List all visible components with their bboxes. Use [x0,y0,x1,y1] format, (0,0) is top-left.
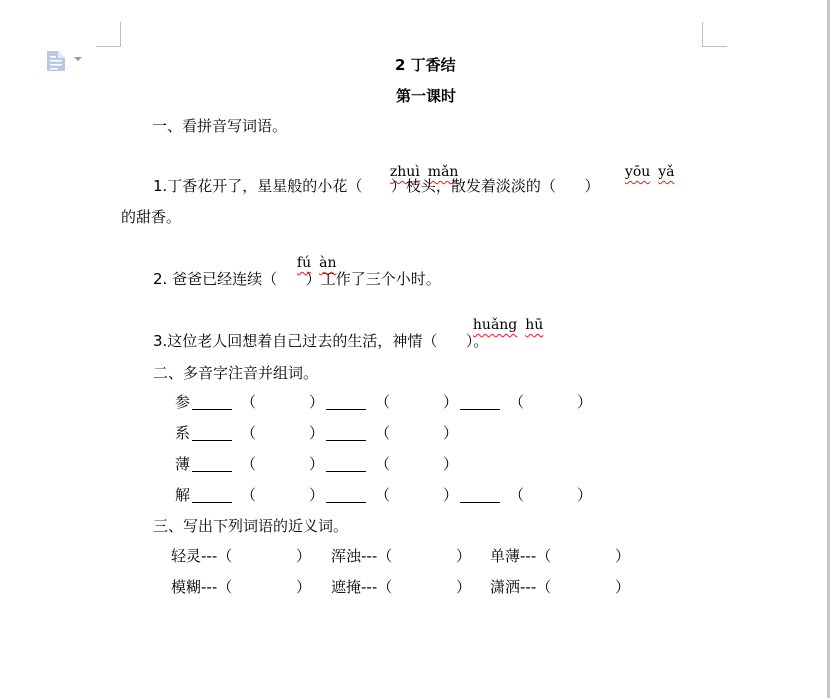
pinyin-huang-hu [464,304,551,332]
pinyin-syllable: yōu [624,164,651,180]
word-blank[interactable] [460,395,500,410]
pinyin-syllable: zhuì [389,164,420,180]
section2-heading: 二、多音字注音并组词。 [153,364,319,382]
question-3: 3.这位老人回想着自己过去的生活，神情（ ）。 [153,332,489,350]
pinyin-syllable: àn [319,255,337,271]
pinyin-answer-close: ） [443,486,459,504]
synonym-close-paren: ） [615,547,631,565]
pinyin-zhui-man [381,151,466,179]
pinyin-fu-an [288,242,344,270]
pinyin-answer-close: ） [577,486,593,504]
polyphone-char: 薄 [175,455,191,473]
question-1-line-1: 1.丁香花开了，星星般的小花（ ）枝头，散发着淡淡的（ ） [153,177,600,195]
word-blank[interactable] [192,488,232,503]
pinyin-answer-open[interactable]: （ [509,393,525,411]
paste-options-icon[interactable] [46,50,66,72]
word-blank[interactable] [192,457,232,472]
section3-heading: 三、写出下列词语的近义词。 [153,517,349,535]
pinyin-answer-open[interactable]: （ [241,486,257,504]
synonym-close-paren: ） [456,578,472,596]
synonym-close-paren: ） [296,578,312,596]
synonym-item[interactable]: 遮掩---（ [331,578,393,596]
word-blank[interactable] [192,395,232,410]
pinyin-answer-open[interactable]: （ [241,393,257,411]
pinyin-answer-close: ） [443,393,459,411]
pinyin-answer-open[interactable]: （ [375,424,391,442]
margin-corner-top-right [702,22,727,47]
pinyin-syllable: yǎ [658,164,675,180]
pinyin-answer-close: ） [443,455,459,473]
word-blank[interactable] [326,426,366,441]
pinyin-answer-close: ） [309,486,325,504]
pinyin-answer-close: ） [309,393,325,411]
word-blank[interactable] [326,488,366,503]
word-blank[interactable] [460,488,500,503]
synonym-item[interactable]: 单薄---（ [490,547,552,565]
pinyin-answer-close: ） [443,424,459,442]
section1-heading: 一、看拼音写词语。 [152,117,288,135]
word-blank[interactable] [326,457,366,472]
synonym-item[interactable]: 潇洒---（ [490,578,552,596]
synonym-item[interactable]: 轻灵---（ [171,547,233,565]
word-blank[interactable] [326,395,366,410]
margin-corner-top-left [96,22,121,47]
synonym-item[interactable]: 浑浊---（ [331,547,393,565]
pinyin-answer-close: ） [577,393,593,411]
question-1-line-2: 的甜香。 [121,208,182,226]
polyphone-char: 解 [175,486,191,504]
synonym-item[interactable]: 模糊---（ [171,578,233,596]
pinyin-you-ya [616,151,683,179]
pinyin-answer-open[interactable]: （ [509,486,525,504]
pinyin-syllable: mǎn [427,164,459,180]
dropdown-arrow-icon[interactable] [74,57,82,61]
pinyin-answer-open[interactable]: （ [375,455,391,473]
polyphone-char: 系 [175,424,191,442]
doc-subtitle: 第一课时 [396,87,457,105]
synonym-close-paren: ） [296,547,312,565]
pinyin-answer-close: ） [309,424,325,442]
doc-title: 2 丁香结 [395,56,456,74]
pinyin-answer-open[interactable]: （ [375,393,391,411]
pinyin-syllable: hū [525,317,544,333]
pinyin-answer-open[interactable]: （ [241,455,257,473]
pinyin-syllable: fú [296,255,312,271]
question-2: 2. 爸爸已经连续（ ）工作了三个小时。 [153,270,441,288]
pinyin-syllable: huǎng [472,317,518,333]
polyphone-char: 参 [175,393,191,411]
synonym-close-paren: ） [456,547,472,565]
pinyin-answer-open[interactable]: （ [241,424,257,442]
word-blank[interactable] [192,426,232,441]
synonym-close-paren: ） [615,578,631,596]
pinyin-answer-close: ） [309,455,325,473]
pinyin-answer-open[interactable]: （ [375,486,391,504]
